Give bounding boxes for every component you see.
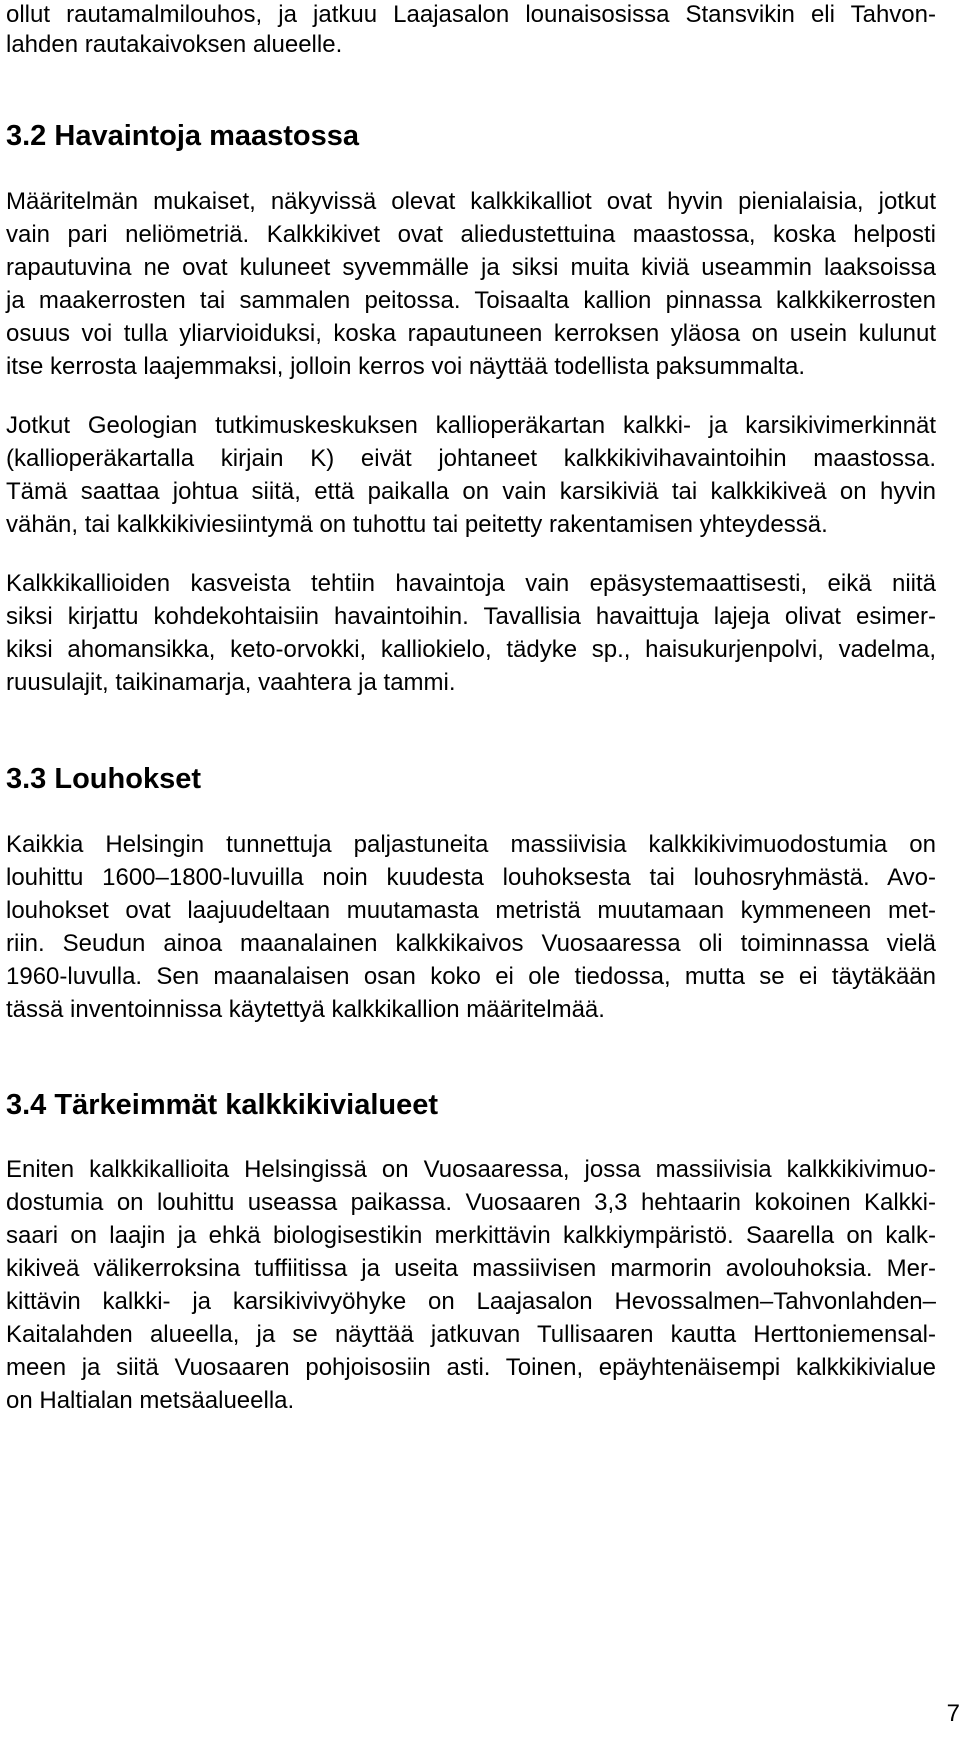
paragraph-line: Tämä saattaa johtua siitä, että paikalla on vain karsikiviä tai kalkkikiveä on hyvin	[6, 478, 936, 505]
section-heading-3-3: 3.3 Louhokset	[6, 763, 201, 795]
paragraph-line: ruusulajit, taikinamarja, vaahtera ja tammi.	[6, 669, 456, 696]
paragraph-line: meen ja siitä Vuosaaren pohjoisosiin asti. Toinen, epäyhtenäisempi kalkkikivialue	[6, 1354, 936, 1381]
paragraph-line: Jotkut Geologian tutkimuskeskuksen kallioperäkartan kalkki- ja karsikivimerkinnät	[6, 412, 936, 439]
paragraph-line: ollut rautamalmilouhos, ja jatkuu Laajasalon lounaisosissa Stansvikin eli Tahvon-	[6, 1, 936, 28]
paragraph-line: 1960-luvulla. Sen maanalaisen osan koko ei ole tiedossa, mutta se ei täytäkään	[6, 963, 936, 990]
paragraph-line: riin. Seudun ainoa maanalainen kalkkikaivos Vuosaaressa oli toiminnassa vielä	[6, 930, 936, 957]
paragraph-line: Eniten kalkkikallioita Helsingissä on Vuosaaressa, jossa massiivisia kalkkikivimuo-	[6, 1156, 936, 1183]
paragraph-line: kikiveä välikerroksina tuffiitissa ja useita massiivisen marmorin avolouhoksia. Mer-	[6, 1255, 936, 1282]
paragraph-line: Kalkkikallioiden kasveista tehtiin havaintoja vain epäsystemaattisesti, eikä niitä	[6, 570, 936, 597]
paragraph-line: vähän, tai kalkkikiviesiintymä on tuhottu tai peitetty rakentamisen yhteydessä.	[6, 511, 828, 538]
paragraph-line: dostumia on louhittu useassa paikassa. Vuosaaren 3,3 hehtaarin kokoinen Kalkki-	[6, 1189, 936, 1216]
paragraph-line: siksi kirjattu kohdekohtaisiin havaintoihin. Tavallisia havaittuja lajeja olivat esimer-	[6, 603, 936, 630]
paragraph-line: Kaitalahden alueella, ja se näyttää jatkuvan Tullisaaren kautta Herttoniemensal-	[6, 1321, 936, 1348]
paragraph-line: on Haltialan metsäalueella.	[6, 1387, 295, 1414]
section-heading-3-4: 3.4 Tärkeimmät kalkkikivialueet	[6, 1089, 439, 1121]
paragraph-line: kiksi ahomansikka, keto-orvokki, kalliokielo, tädyke sp., haisukurjenpolvi, vadelma,	[6, 636, 936, 663]
paragraph-line: vain pari neliömetriä. Kalkkikivet ovat aliedustettuina maastossa, koska helposti	[6, 221, 936, 248]
paragraph-line: kittävin kalkki- ja karsikivivyöhyke on Laajasalon Hevossalmen–Tahvonlahden–	[6, 1288, 936, 1315]
paragraph-line: louhittu 1600–1800-luvuilla noin kuudesta louhoksesta tai louhosryhmästä. Avo-	[6, 864, 936, 891]
paragraph-line: itse kerrosta laajemmaksi, jolloin kerros voi näyttää todellista paksummalta.	[6, 353, 805, 380]
paragraph-line: rapautuvina ne ovat kuluneet syvemmälle ja siksi muita kiviä useammin laaksoissa	[6, 254, 936, 281]
section-heading-3-2: 3.2 Havaintoja maastossa	[6, 120, 360, 152]
paragraph-line: lahden rautakaivoksen alueelle.	[6, 31, 343, 58]
paragraph-line: Kaikkia Helsingin tunnettuja paljastuneita massiivisia kalkkikivimuodostumia on	[6, 831, 936, 858]
page-number-text: 7	[946, 1700, 960, 1727]
page-number	[0, 1699, 960, 1729]
paragraph-line: louhokset ovat laajuudeltaan muutamasta metristä muutamaan kymmeneen met-	[6, 897, 936, 924]
paragraph-line: osuus voi tulla yliarvioiduksi, koska rapautuneen kerroksen yläosa on usein kulunut	[6, 320, 936, 347]
paragraph-line: tässä inventoinnissa käytettyä kalkkikallion määritelmää.	[6, 996, 605, 1023]
paragraph-line: (kallioperäkartalla kirjain K) eivät johtaneet kalkkikivihavaintoihin maastossa.	[6, 445, 936, 472]
paragraph-line: Määritelmän mukaiset, näkyvissä olevat kalkkikalliot ovat hyvin pienialaisia, jotkut	[6, 188, 936, 215]
paragraph-line: saari on laajin ja ehkä biologisestikin merkittävin kalkkiympäristö. Saarella on kalk-	[6, 1222, 936, 1249]
paragraph-line: ja maakerrosten tai sammalen peitossa. Toisaalta kallion pinnassa kalkkikerrosten	[6, 287, 936, 314]
